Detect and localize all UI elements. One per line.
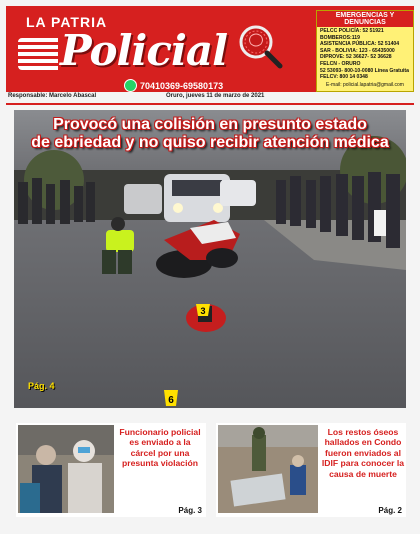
emergency-email: E-mail: policial.lapatria@gmail.com bbox=[326, 81, 404, 88]
magnifier-icon bbox=[236, 22, 284, 70]
emergency-list bbox=[320, 28, 410, 81]
emergency-line: SAR - BOLIVIA: 123 - 65435000 bbox=[320, 47, 395, 54]
emergency-line: FELCV: 800 14 0348 bbox=[320, 74, 368, 81]
emergency-title: EMERGENCIAS Y DENUNCIAS bbox=[317, 11, 413, 27]
accident-scene-image bbox=[14, 110, 406, 408]
main-photo bbox=[14, 110, 406, 408]
main-page-ref: Pág. 4 bbox=[28, 381, 55, 391]
story-page-ref: Pág. 3 bbox=[178, 506, 202, 515]
phone-numbers: 70410369-69580173 bbox=[124, 79, 223, 92]
evidence-marker-6: 6 bbox=[168, 395, 174, 406]
story-bone-remains[interactable] bbox=[216, 423, 406, 517]
whatsapp-icon bbox=[124, 79, 137, 92]
brand-name: Policial bbox=[60, 26, 228, 75]
dateline: Oruro, jueves 11 de marzo de 2021 bbox=[166, 93, 265, 99]
emergency-line: ASISTENCIA PÚBLICA: 52 51404 bbox=[320, 41, 400, 48]
emergency-line: DIPROVE: 52 36627- 52 36628 bbox=[320, 54, 392, 61]
story-text: Funcionario policial es enviado a la cárcel por una presunta violación bbox=[119, 427, 201, 469]
emergency-line: PELCC POLICÍA: 52 51921 bbox=[320, 28, 384, 34]
info-bar bbox=[6, 92, 414, 102]
story-police-official[interactable] bbox=[16, 423, 206, 517]
logo-stripes bbox=[18, 38, 58, 70]
brand-logo bbox=[18, 26, 228, 75]
story-photo bbox=[18, 425, 114, 513]
story-photo bbox=[218, 425, 318, 513]
emergency-line: 52 53093- 800-10-0080 Línea Gratuita bbox=[320, 67, 409, 74]
responsible: Responsable: Marcelo Abascal bbox=[8, 93, 97, 99]
story-page-ref: Pág. 2 bbox=[378, 506, 402, 515]
divider bbox=[6, 103, 414, 105]
emergency-line: BOMBEROS:119 bbox=[320, 34, 360, 41]
emergency-panel bbox=[316, 10, 414, 92]
story-text: Los restos óseos hallados en Condo fueron enviados al IDIF para conocer la causa de muerte bbox=[321, 427, 405, 479]
emergency-line: FELCN - ORURO bbox=[320, 60, 361, 67]
brand-top: LA PATRIA bbox=[26, 14, 108, 30]
main-headline: Provocó una colisión en presunto estado de ebriedad y no quiso recibir atención médica bbox=[31, 116, 389, 151]
evidence-marker-3: 3 bbox=[200, 306, 206, 316]
